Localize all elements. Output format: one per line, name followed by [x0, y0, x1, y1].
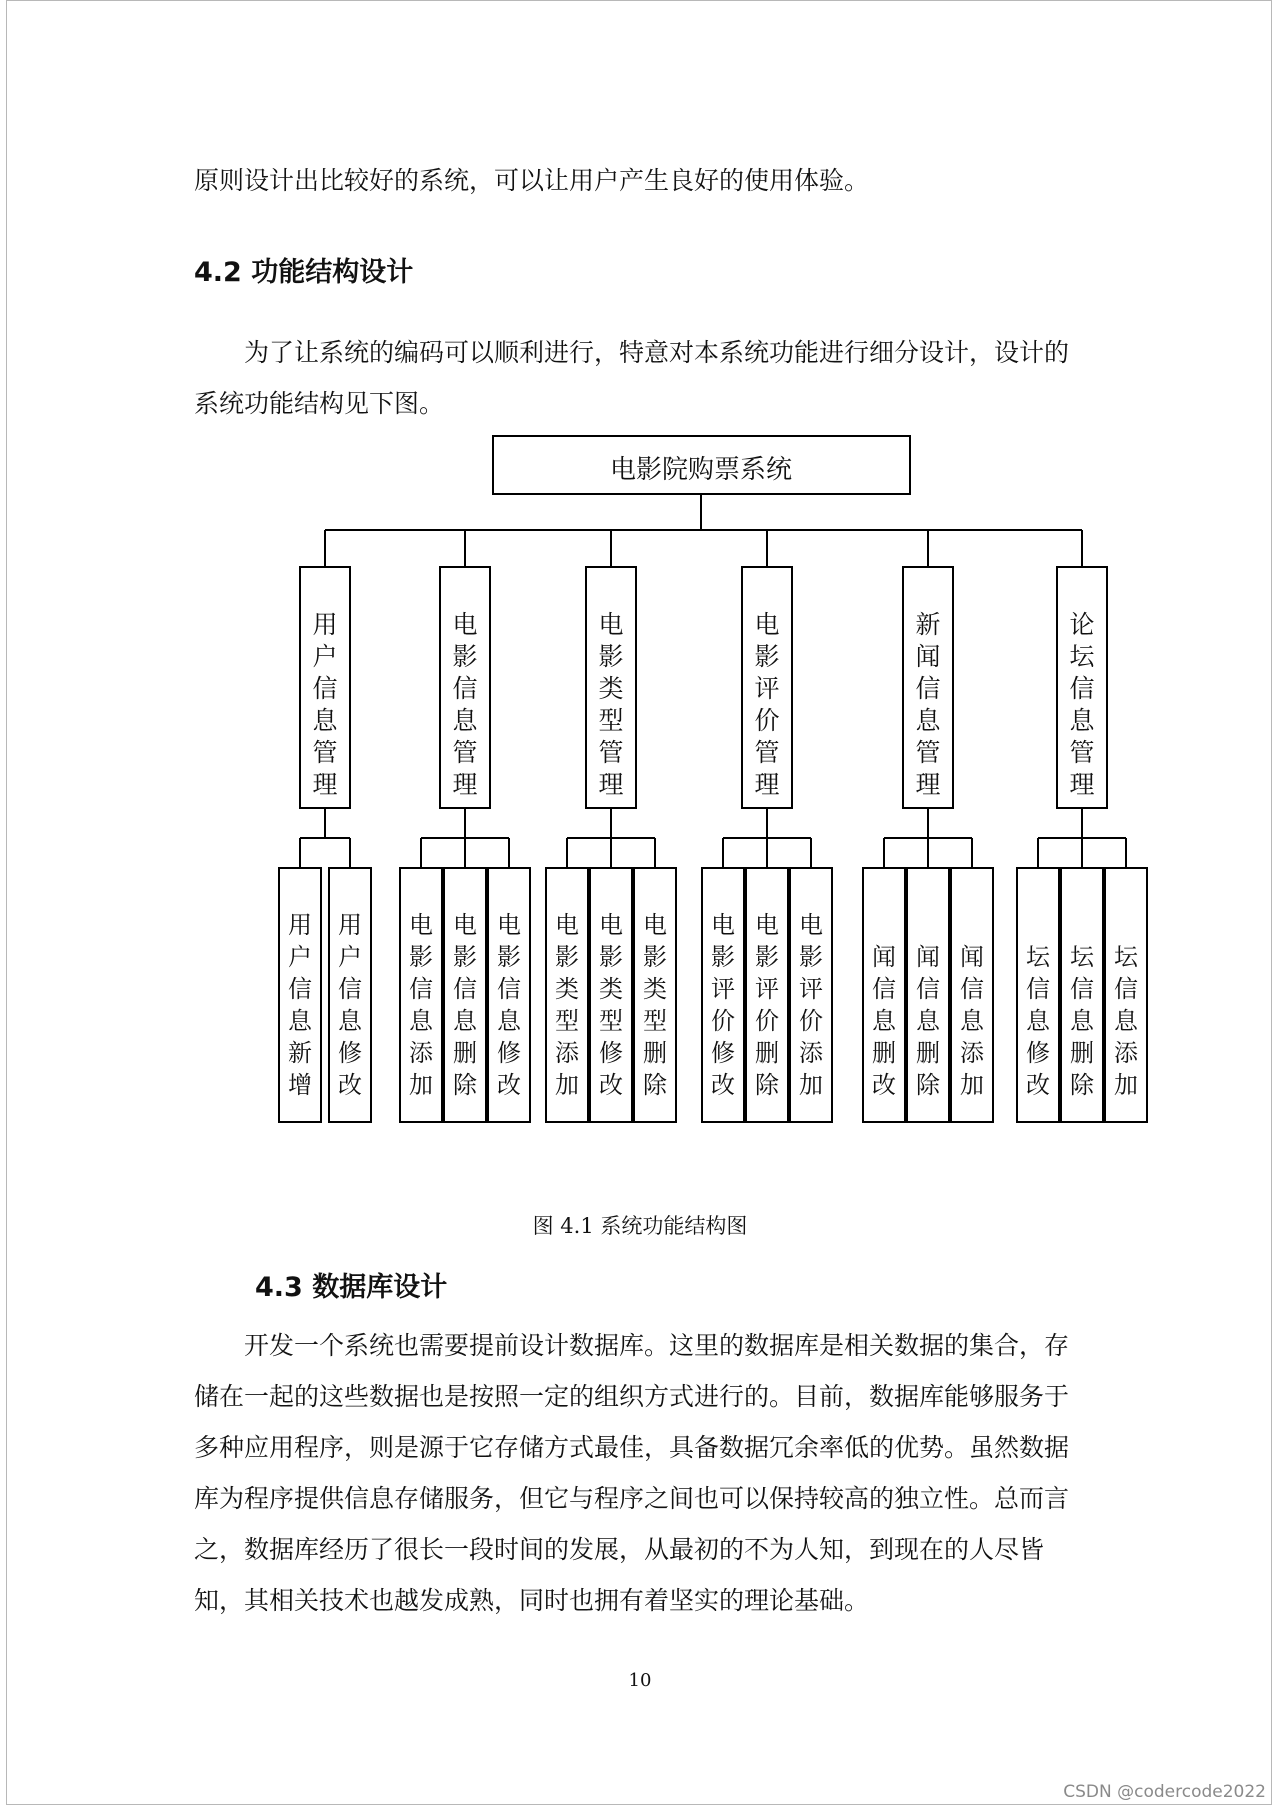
- leaf-node-label-char: 添: [1114, 1039, 1138, 1067]
- leaf-node-label-char: 信: [916, 975, 940, 1003]
- intro-paragraph-tail: 原则设计出比较好的系统，可以让用户产生良好的使用体验。: [194, 166, 870, 195]
- leaf-node-label-char: 闻: [916, 943, 940, 971]
- module-node-label-char: 电: [754, 610, 780, 639]
- leaf-node-label-char: 电: [599, 911, 623, 939]
- leaf-node-label-char: 型: [599, 1007, 623, 1035]
- leaf-node-label-char: 影: [799, 943, 823, 971]
- module-node-label-char: 闻: [915, 642, 941, 671]
- leaf-node-label-char: 影: [643, 943, 667, 971]
- leaf-node-label-char: 加: [960, 1071, 984, 1099]
- leaf-node-label-char: 影: [755, 943, 779, 971]
- leaf-node: [951, 868, 993, 1122]
- module-node-label-char: 理: [452, 770, 478, 799]
- leaf-node-label-char: 价: [755, 1007, 779, 1035]
- module-node-label-char: 管: [915, 738, 941, 767]
- leaf-node: [863, 868, 905, 1122]
- leaf-node-label-char: 修: [497, 1039, 521, 1067]
- leaf-node-label-char: 信: [338, 975, 362, 1003]
- module-node-label-char: 价: [754, 706, 780, 735]
- leaf-node-label-char: 信: [872, 975, 896, 1003]
- module-node-label-char: 新: [915, 610, 941, 639]
- leaf-node-label-char: 除: [1070, 1071, 1094, 1099]
- leaf-node-label-char: 电: [555, 911, 579, 939]
- leaf-node: [590, 868, 632, 1122]
- leaf-node: [329, 868, 371, 1122]
- module-node-label-char: 管: [452, 738, 478, 767]
- leaf-node-label-char: 电: [711, 911, 735, 939]
- module-node-label-char: 息: [312, 706, 338, 735]
- section-4-2-paragraph: 为了让系统的编码可以顺利进行，特意对本系统功能进行细分设计，设计的系统功能结构见下图。: [194, 338, 1070, 418]
- leaf-node: [790, 868, 832, 1122]
- module-node-label-char: 管: [312, 738, 338, 767]
- watermark-text: CSDN @codercode2022: [1063, 1782, 1266, 1802]
- leaf-node: [702, 868, 744, 1122]
- leaf-node-label-char: 修: [1026, 1039, 1050, 1067]
- module-node-label-char: 理: [312, 770, 338, 799]
- leaf-node-label-char: 除: [755, 1071, 779, 1099]
- module-node-label-char: 类: [598, 674, 624, 703]
- leaf-node-label-char: 修: [711, 1039, 735, 1067]
- leaf-node-label-char: 改: [872, 1071, 896, 1099]
- module-node-label-char: 影: [452, 642, 478, 671]
- leaf-node-label-char: 电: [409, 911, 433, 939]
- leaf-node-label-char: 改: [338, 1071, 362, 1099]
- leaf-node-label-char: 闻: [872, 943, 896, 971]
- leaf-node-label-char: 用: [338, 911, 362, 939]
- leaf-node-label-char: 修: [338, 1039, 362, 1067]
- module-node-label-char: 信: [312, 674, 338, 703]
- leaf-node-label-char: 删: [453, 1039, 477, 1067]
- leaf-node-label-char: 电: [755, 911, 779, 939]
- module-node-label-char: 息: [915, 706, 941, 735]
- module-node-label-char: 息: [452, 706, 478, 735]
- leaf-node-label-char: 价: [711, 1007, 735, 1035]
- leaf-node: [546, 868, 588, 1122]
- module-node: [586, 567, 636, 808]
- module-node-label-char: 影: [598, 642, 624, 671]
- leaf-node-label-char: 信: [409, 975, 433, 1003]
- leaf-node-label-char: 息: [960, 1007, 984, 1035]
- root-node-label: 电影院购票系统: [609, 455, 793, 485]
- leaf-node-label-char: 新: [288, 1039, 312, 1067]
- module-node-label-char: 用: [312, 610, 338, 639]
- leaf-node-label-char: 户: [288, 943, 312, 971]
- leaf-node-label-char: 型: [555, 1007, 579, 1035]
- module-node: [440, 567, 490, 808]
- module-node: [742, 567, 792, 808]
- module-node: [1057, 567, 1107, 808]
- leaf-node-label-char: 添: [799, 1039, 823, 1067]
- leaf-node-label-char: 影: [555, 943, 579, 971]
- module-node-label-char: 理: [598, 770, 624, 799]
- leaf-node-label-char: 息: [872, 1007, 896, 1035]
- leaf-node-label-char: 息: [916, 1007, 940, 1035]
- module-node-label-char: 理: [915, 770, 941, 799]
- leaf-node-label-char: 加: [799, 1071, 823, 1099]
- leaf-node-label-char: 息: [338, 1007, 362, 1035]
- leaf-node-label-char: 改: [711, 1071, 735, 1099]
- leaf-node-label-char: 信: [1070, 975, 1094, 1003]
- leaf-node: [1105, 868, 1147, 1122]
- module-node-label-char: 管: [1069, 738, 1095, 767]
- leaf-node-label-char: 电: [643, 911, 667, 939]
- module-node-label-char: 理: [1069, 770, 1095, 799]
- leaf-node-label-char: 影: [409, 943, 433, 971]
- leaf-node-label-char: 改: [497, 1071, 521, 1099]
- leaf-node-label-char: 息: [497, 1007, 521, 1035]
- leaf-node-label-char: 价: [799, 1007, 823, 1035]
- leaf-node-label-char: 电: [799, 911, 823, 939]
- module-node-label-char: 信: [452, 674, 478, 703]
- leaf-node: [746, 868, 788, 1122]
- leaf-node-label-char: 户: [338, 943, 362, 971]
- leaf-node-label-char: 添: [960, 1039, 984, 1067]
- module-node-label-char: 影: [754, 642, 780, 671]
- leaf-node: [1061, 868, 1103, 1122]
- module-node-label-char: 论: [1069, 610, 1095, 639]
- module-node-label-char: 息: [1069, 706, 1095, 735]
- leaf-node: [634, 868, 676, 1122]
- leaf-node-label-char: 信: [960, 975, 984, 1003]
- leaf-node-label-char: 信: [453, 975, 477, 1003]
- leaf-node-label-char: 影: [599, 943, 623, 971]
- leaf-node-label-char: 除: [453, 1071, 477, 1099]
- leaf-node-label-char: 信: [1026, 975, 1050, 1003]
- figure-caption: 图 4.1 系统功能结构图: [532, 1214, 748, 1238]
- leaf-node-label-char: 删: [643, 1039, 667, 1067]
- leaf-node-label-char: 评: [755, 975, 779, 1003]
- module-node-label-char: 管: [598, 738, 624, 767]
- section-4-3-paragraph: 开发一个系统也需要提前设计数据库。这里的数据库是相关数据的集合，存储在一起的这些数据也是按照一定的组织方式进行的。目前，数据库能够服务于多种应用程序，则是源于它存储方式最佳，具备数据冗余率低的优势。虽然数据库为程序提供信息存储服务，但它与程序之间也可以保持较高的独立性。总而言之，数据库经历了很长一段时间的发展，从最初的不为人知，到现在的人尽皆知，其相关技术也越发成熟，同时也拥有着坚实的理论基础。: [194, 1331, 1070, 1615]
- module-node-label-char: 信: [1069, 674, 1095, 703]
- leaf-node-label-char: 息: [288, 1007, 312, 1035]
- leaf-node-label-char: 影: [453, 943, 477, 971]
- section-4-2-heading: 4.2 功能结构设计: [194, 257, 414, 288]
- module-node-label-char: 电: [452, 610, 478, 639]
- leaf-node-label-char: 增: [288, 1071, 312, 1099]
- module-node: [903, 567, 953, 808]
- leaf-node-label-char: 改: [1026, 1071, 1050, 1099]
- leaf-node-label-char: 删: [916, 1039, 940, 1067]
- leaf-node-label-char: 坛: [1114, 943, 1138, 971]
- leaf-node-label-char: 息: [1070, 1007, 1094, 1035]
- leaf-node-label-char: 影: [497, 943, 521, 971]
- section-4-3-heading: 4.3 数据库设计: [255, 1272, 448, 1303]
- module-node-label-char: 电: [598, 610, 624, 639]
- leaf-node-label-char: 用: [288, 911, 312, 939]
- leaf-node-label-char: 评: [711, 975, 735, 1003]
- leaf-node-label-char: 添: [409, 1039, 433, 1067]
- leaf-node-label-char: 电: [497, 911, 521, 939]
- leaf-node-label-char: 息: [1114, 1007, 1138, 1035]
- leaf-node-label-char: 修: [599, 1039, 623, 1067]
- module-node-label-char: 理: [754, 770, 780, 799]
- leaf-node-label-char: 除: [916, 1071, 940, 1099]
- leaf-node-label-char: 息: [1026, 1007, 1050, 1035]
- leaf-node: [279, 868, 321, 1122]
- leaf-node-label-char: 加: [409, 1071, 433, 1099]
- leaf-node-label-char: 坛: [1026, 943, 1050, 971]
- leaf-node: [400, 868, 442, 1122]
- leaf-node-label-char: 信: [497, 975, 521, 1003]
- leaf-node-label-char: 加: [555, 1071, 579, 1099]
- leaf-node: [444, 868, 486, 1122]
- leaf-node-label-char: 影: [711, 943, 735, 971]
- module-node-label-char: 户: [312, 642, 338, 671]
- module-node-label-char: 信: [915, 674, 941, 703]
- leaf-node-label-char: 类: [555, 975, 579, 1003]
- page-number: 10: [628, 1670, 652, 1691]
- leaf-node-label-char: 型: [643, 1007, 667, 1035]
- leaf-node-label-char: 改: [599, 1071, 623, 1099]
- root-node: [493, 436, 910, 494]
- leaf-node-label-char: 删: [1070, 1039, 1094, 1067]
- module-node-label-char: 型: [598, 706, 624, 735]
- leaf-node-label-char: 坛: [1070, 943, 1094, 971]
- leaf-node-label-char: 类: [599, 975, 623, 1003]
- leaf-node-label-char: 信: [1114, 975, 1138, 1003]
- leaf-node-label-char: 闻: [960, 943, 984, 971]
- leaf-node-label-char: 息: [409, 1007, 433, 1035]
- leaf-node-label-char: 除: [643, 1071, 667, 1099]
- module-node-label-char: 坛: [1069, 642, 1095, 671]
- module-node-label-char: 评: [754, 674, 780, 703]
- leaf-node-label-char: 类: [643, 975, 667, 1003]
- module-node: [300, 567, 350, 808]
- leaf-node-label-char: 息: [453, 1007, 477, 1035]
- leaf-node-label-char: 信: [288, 975, 312, 1003]
- module-node-label-char: 管: [754, 738, 780, 767]
- leaf-node-label-char: 删: [755, 1039, 779, 1067]
- leaf-node-label-char: 添: [555, 1039, 579, 1067]
- leaf-node: [907, 868, 949, 1122]
- leaf-node-label-char: 电: [453, 911, 477, 939]
- leaf-node-label-char: 删: [872, 1039, 896, 1067]
- leaf-node: [488, 868, 530, 1122]
- leaf-node-label-char: 加: [1114, 1071, 1138, 1099]
- leaf-node: [1017, 868, 1059, 1122]
- leaf-node-label-char: 评: [799, 975, 823, 1003]
